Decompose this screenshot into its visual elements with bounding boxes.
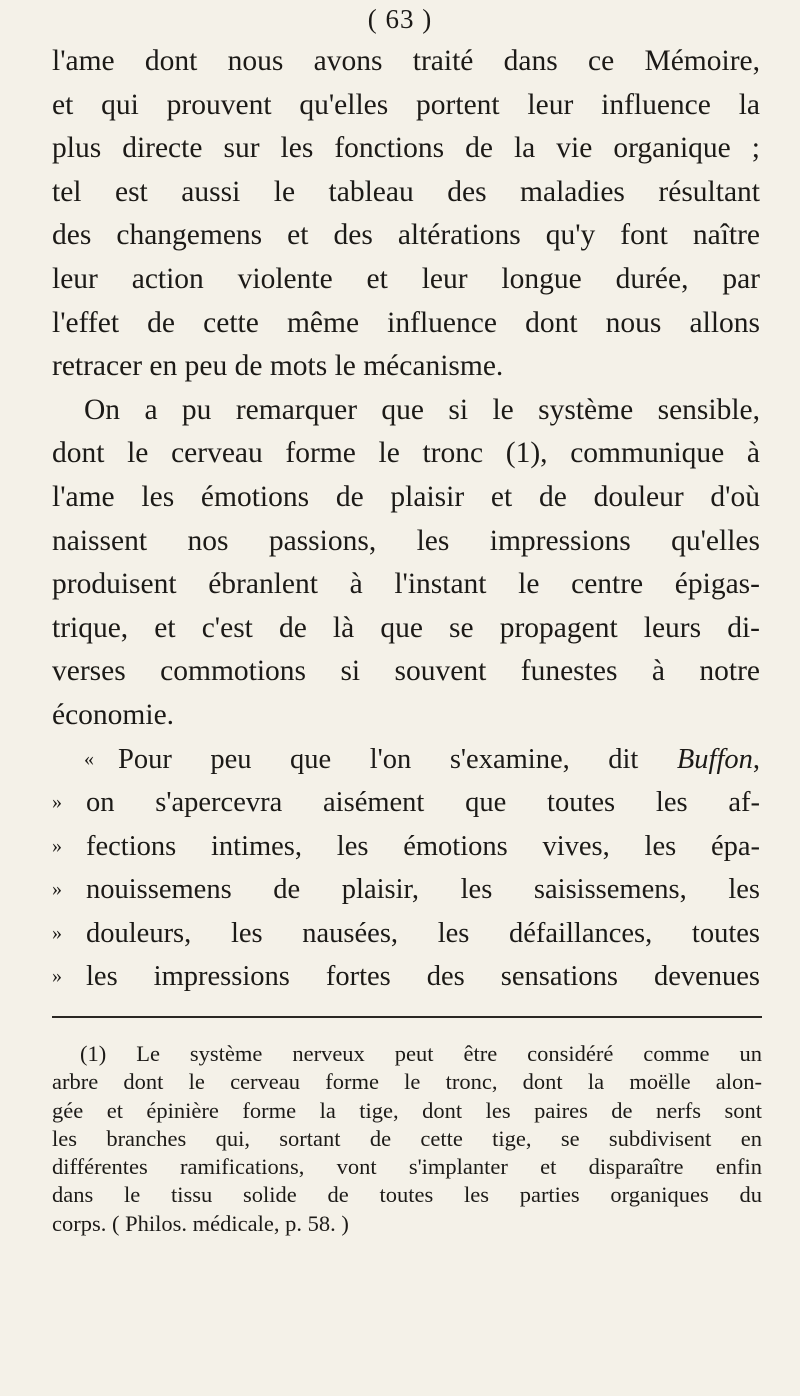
text-line: plus directe sur les fonctions de la vie organique ; [52, 132, 760, 165]
footnote-line: dans le tissu solide de toutes les parties organiques du [52, 1182, 762, 1208]
text-line: leur action violente et leur longue durée, par [52, 262, 760, 295]
quote-text: , [752, 743, 760, 775]
footnote-line: gée et épinière forme la tige, dont les paires de nerfs sont [52, 1097, 762, 1123]
text-line: l'ame les émotions de plaisir et de douleur d'où [52, 480, 760, 513]
quote-continue-mark: » [52, 791, 62, 814]
text-line: retracer en peu de mots le mécanisme. [52, 350, 504, 383]
text-line: des changemens et des altérations qu'y font naître [52, 219, 760, 252]
quote-line [52, 825, 760, 869]
quote-text: on s'apercevra aisément que toutes les af- [86, 787, 760, 819]
quote-continue-mark: » [52, 834, 62, 857]
quote-open-mark: « [84, 747, 94, 770]
quote-continue-mark: » [52, 921, 62, 944]
footnote-line: corps. ( Philos. médicale, p. 58. ) [52, 1210, 349, 1236]
text-line: produisent ébranlent à l'instant le centre épigas- [52, 568, 760, 601]
text-line: économie. [52, 698, 175, 731]
footnote [52, 1040, 762, 1238]
footnote-line: arbre dont le cerveau forme le tronc, dont la moëlle alon- [52, 1069, 762, 1095]
main-text [52, 40, 760, 999]
quote-line [52, 955, 760, 999]
quote-line [52, 781, 760, 825]
footnote-line: les branches qui, sortant de cette tige, se subdivisent en [52, 1125, 762, 1151]
quote-text: Pour peu que l'on s'examine, dit [118, 743, 677, 775]
text-line: l'ame dont nous avons traité dans ce Mémoire, [52, 45, 760, 77]
text-line: On a pu remarquer que si le système sensible, [84, 393, 760, 426]
text-line: l'effet de cette même influence dont nous allons [52, 306, 760, 339]
page-number: ( 63 ) [367, 4, 433, 34]
quote-text: les impressions fortes des sensations devenues [86, 961, 760, 993]
quote-line [52, 738, 760, 782]
quote-continue-mark: » [52, 965, 62, 988]
quote-line [52, 912, 760, 956]
text-line: tel est aussi le tableau des maladies résultant [52, 175, 760, 208]
text-line: trique, et c'est de là que se propagent leurs di- [52, 611, 760, 644]
footnote-line: différentes ramifications, vont s'implanter et disparaître enfin [52, 1154, 762, 1180]
footnote-line: (1) Le système nerveux peut être considéré comme un [80, 1041, 762, 1066]
text-line: et qui prouvent qu'elles portent leur influence la [52, 88, 760, 121]
quote-continue-mark: » [52, 878, 62, 901]
quote-text: douleurs, les nausées, les défaillances, toutes [86, 917, 760, 949]
footnote-divider [52, 1016, 762, 1018]
text-line: naissent nos passions, les impressions qu'elles [52, 524, 760, 557]
quote-line [52, 868, 760, 912]
quote-text: fections intimes, les émotions vives, les épa- [86, 830, 760, 862]
text-line: dont le cerveau forme le tronc (1), communique à [52, 437, 760, 470]
text-line: verses commotions si souvent funestes à notre [52, 655, 760, 688]
quote-text: nouissemens de plaisir, les saisissemens, les [86, 874, 760, 906]
quote-author: Buffon [676, 743, 753, 775]
